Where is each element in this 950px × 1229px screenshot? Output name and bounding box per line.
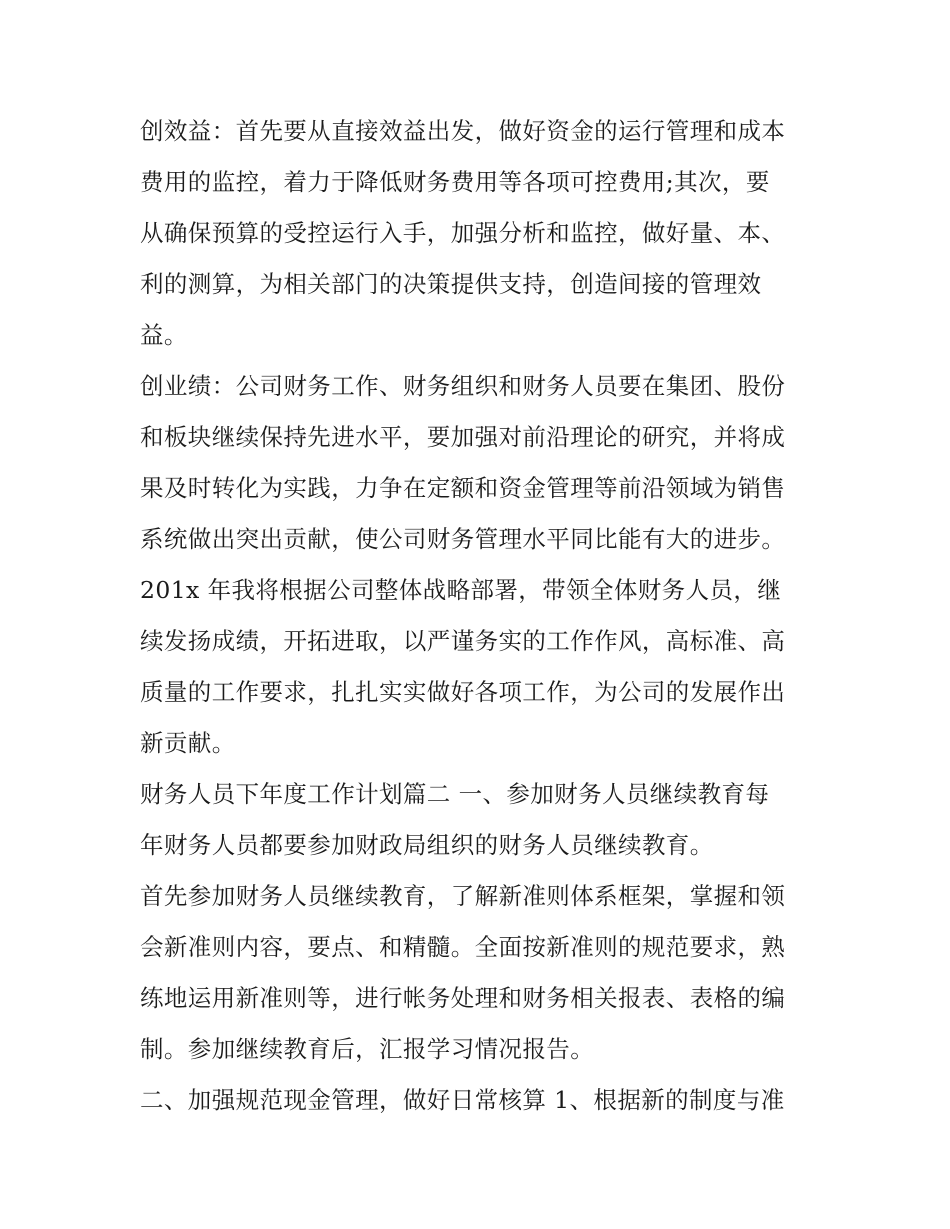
text-line: 创业绩：公司财务工作、财务组织和财务人员要在集团、股份 <box>140 372 786 400</box>
text-line: 质量的工作要求，扎扎实实做好各项工作，为公司的发展作出 <box>140 678 786 706</box>
text-line: 费用的监控，着力于降低财务费用等各项可控费用;其次，要 <box>140 168 770 196</box>
paragraph-section-two-heading <box>140 769 820 871</box>
document-body <box>140 106 820 1126</box>
text-line: 和板块继续保持先进水平，要加强对前沿理论的研究，并将成 <box>140 423 786 451</box>
text-line: 从确保预算的受控运行入手，加强分析和监控，做好量、本、 <box>140 219 786 247</box>
text-line: 系统做出突出贡献，使公司财务管理水平同比能有大的进步。 <box>140 525 786 553</box>
text-line: 续发扬成绩，开拓进取，以严谨务实的工作作风，高标准、高 <box>140 627 786 655</box>
text-line: 201x 年我将根据公司整体战略部署，带领全体财务人员，继 <box>140 576 782 604</box>
text-line: 练地运用新准则等，进行帐务处理和财务相关报表、表格的编 <box>140 984 786 1012</box>
text-line: 会新准则内容，要点、和精髓。全面按新准则的规范要求，熟 <box>140 933 786 961</box>
text-line: 新贡献。 <box>140 729 236 757</box>
paragraph-continuing-education <box>140 871 820 1075</box>
text-line: 财务人员下年度工作计划篇二 一、参加财务人员继续教育每 <box>140 780 770 808</box>
text-line: 果及时转化为实践，力争在定额和资金管理等前沿领域为销售 <box>140 474 786 502</box>
text-line: 利的测算，为相关部门的决策提供支持，创造间接的管理效 <box>140 270 762 298</box>
text-line: 创效益：首先要从直接效益出发，做好资金的运行管理和成本 <box>140 117 786 145</box>
text-line: 二、加强规范现金管理，做好日常核算 1、根据新的制度与准 <box>140 1086 785 1114</box>
paragraph-create-performance <box>140 361 820 565</box>
text-line: 益。 <box>140 321 188 349</box>
text-line: 首先参加财务人员继续教育，了解新准则体系框架，掌握和领 <box>140 882 786 910</box>
paragraph-create-benefit <box>140 106 820 361</box>
text-line: 制。参加继续教育后，汇报学习情况报告。 <box>140 1035 595 1063</box>
paragraph-cash-management <box>140 1075 820 1126</box>
text-line: 年财务人员都要参加财政局组织的财务人员继续教育。 <box>140 831 714 859</box>
paragraph-year-plan <box>140 565 820 769</box>
